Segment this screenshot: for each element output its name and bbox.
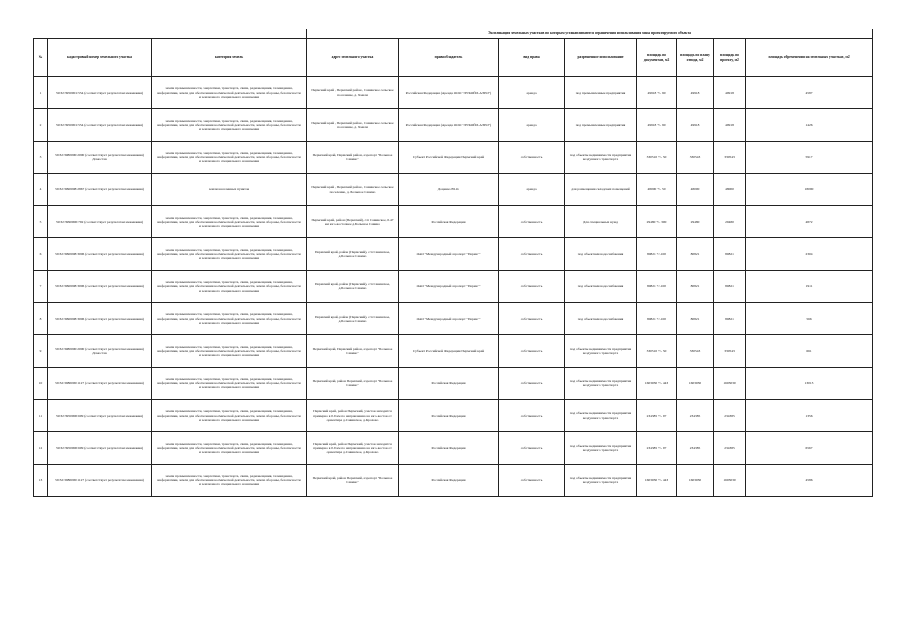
cell-area-encumbrance: 6567 bbox=[746, 432, 873, 464]
cell-permitted-use: под объекты недвижимости предприятия воздушного транспорта bbox=[565, 432, 637, 464]
cell-area-encumbrance: 1911 bbox=[746, 270, 873, 302]
table-row bbox=[34, 270, 873, 302]
cell-right-type: собственность bbox=[499, 141, 565, 173]
cell-land-category: земли промышленности, энергетики, транспорта, связи, радиовещания, телевидения, информатики, земли для обеспечения космической деятельности, земли обороны, безопасности и земли иного специального назначения bbox=[152, 399, 307, 431]
table-row bbox=[34, 173, 873, 205]
cell-area-encumbrance: 566 bbox=[746, 303, 873, 335]
cell-area-plan: 1603030 bbox=[677, 367, 714, 399]
cell-area-project: 29480 bbox=[714, 206, 746, 238]
cell-area-plan: 80821 bbox=[677, 238, 714, 270]
cell-permitted-use: под объекты недвижимости предприятия воздушного транспорта bbox=[565, 141, 637, 173]
cell-address: Пермский край , Пермский район , Савинское сельское поселение, д. Хмели bbox=[307, 109, 399, 141]
cell-address: Пермский край, Пермский район, аэропорт "Большое Савино" bbox=[307, 335, 399, 367]
cell-area-project: 80821 bbox=[714, 303, 746, 335]
cell-address: Пермский край , Пермский район , Савинское сельское поселение, д. Большое Савино bbox=[307, 173, 399, 205]
cell-address: Пермский край, район (Пермский), с/п Савинское, 0.47 км юго-восточнее д.Большое Савино bbox=[307, 206, 399, 238]
cell-area-encumbrance: 4586 bbox=[746, 464, 873, 496]
cell-number: 13 bbox=[34, 464, 48, 496]
cell-owner: Российская Федерация bbox=[399, 367, 499, 399]
cell-owner: Субъект Российской Федерации Пермский край bbox=[399, 335, 499, 367]
cell-right-type: собственность bbox=[499, 399, 565, 431]
cell-owner: Российская Федерация (Аренда ООО "ЛУКОЙЛ-АЭРО") bbox=[399, 77, 499, 109]
cell-area-encumbrance: 1426 bbox=[746, 109, 873, 141]
cell-area-doc: 80821 +/-100 bbox=[637, 238, 677, 270]
cell-cadastral: 59:32:3950000:609 (соответствует результатам межевания) bbox=[48, 432, 152, 464]
cell-right-type: собственность bbox=[499, 206, 565, 238]
cell-cadastral: 59:32:3950000:609 (соответствует результатам межевания) bbox=[48, 399, 152, 431]
col-header-land-category: категория земель bbox=[152, 39, 307, 77]
cell-cadastral: 59:32:3990008:3006 (соответствует результатам межевания) bbox=[48, 303, 152, 335]
cell-owner: Субъект Российской Федерации Пермский край bbox=[399, 141, 499, 173]
cell-area-project: 49918 bbox=[714, 109, 746, 141]
col-header-number: № bbox=[34, 39, 48, 77]
cell-right-type: собственность bbox=[499, 335, 565, 367]
cell-area-doc: 1603030 +/- 443 bbox=[637, 367, 677, 399]
cell-area-encumbrance: 4587 bbox=[746, 77, 873, 109]
cell-area-plan: 48000 bbox=[677, 173, 714, 205]
cell-permitted-use: для размещения складских помещений bbox=[565, 173, 637, 205]
cell-permitted-use: под объекты недвижимости предприятия воздушного транспорта bbox=[565, 464, 637, 496]
cell-area-plan: 80821 bbox=[677, 303, 714, 335]
cell-number: 6 bbox=[34, 238, 48, 270]
cell-area-encumbrance: 2304 bbox=[746, 238, 873, 270]
table-row bbox=[34, 432, 873, 464]
cell-address: Пермский край, Пермский район, аэропорт "Большое Савино" bbox=[307, 141, 399, 173]
col-header-area-encumbrance: площадь обременения на земельных участках, м2 bbox=[746, 39, 873, 77]
cell-permitted-use: под объекты недвижимости предприятия воздушного транспорта bbox=[565, 367, 637, 399]
cell-right-type: аренда bbox=[499, 109, 565, 141]
cell-area-project: 1603030 bbox=[714, 367, 746, 399]
cell-land-category: земли промышленности, энергетики, транспорта, связи, радиовещания, телевидения, информатики, земли для обеспечения космической деятельности, земли обороны, безопасности и земли иного специального назначения bbox=[152, 464, 307, 496]
column-header-row bbox=[34, 39, 873, 77]
table-body bbox=[34, 77, 873, 497]
cell-area-doc: 234385 +/- 97 bbox=[637, 432, 677, 464]
table-row bbox=[34, 206, 873, 238]
cell-area-project: 234385 bbox=[714, 399, 746, 431]
cell-cadastral: 59:32:3990008:3006 (соответствует результатам межевания) bbox=[48, 270, 152, 302]
cell-permitted-use: под объектами водоснабжения bbox=[565, 270, 637, 302]
cell-area-doc: 1603030 +/- 443 bbox=[637, 464, 677, 496]
cell-area-project: 330543 bbox=[714, 141, 746, 173]
cell-cadastral: 59:32:3950001:554 (соответствует результатам межевания) bbox=[48, 77, 152, 109]
cell-land-category: земли промышленности, энергетики, транспорта, связи, радиовещания, телевидения, информатики, земли для обеспечения космической деятельности, земли обороны, безопасности и земли иного специального назначения bbox=[152, 109, 307, 141]
cell-area-doc: 29480 +/- 300 bbox=[637, 206, 677, 238]
cell-right-type: собственность bbox=[499, 432, 565, 464]
cell-area-plan: 234385 bbox=[677, 399, 714, 431]
table-row bbox=[34, 109, 873, 141]
col-header-right-type: вид права bbox=[499, 39, 565, 77]
cell-owner: Российская Федерация bbox=[399, 399, 499, 431]
cell-area-plan: 1603030 bbox=[677, 464, 714, 496]
cell-address: Пермский край, район (Пермский), с/п Савинское, д.Большое Савино bbox=[307, 238, 399, 270]
cell-cadastral: 59:32:3990008:2867 (соответствует результатам межевания) bbox=[48, 173, 152, 205]
col-header-cadastral: кадастровый номер земельного участка bbox=[48, 39, 152, 77]
cell-address: Пермский край, район Пермский, участок находится примерно в 0.9 км по направлению на юго-восток от ориентира д.Савинское, д.Крохово bbox=[307, 432, 399, 464]
cell-permitted-use: под объектами водоснабжения bbox=[565, 303, 637, 335]
cell-owner: Доценко Ю.О. bbox=[399, 173, 499, 205]
table-row bbox=[34, 303, 873, 335]
cell-area-encumbrance: 661 bbox=[746, 335, 873, 367]
cell-address: Пермский край, район Пермский, участок находится примерно в 0.9 км по направлению на юго-восток от ориентира д.Савинское, д.Крохово bbox=[307, 399, 399, 431]
cell-cadastral: 59:32:3990008:3006 (соответствует результатам межевания) bbox=[48, 238, 152, 270]
col-header-area-project: площадь по проекту, м2 bbox=[714, 39, 746, 77]
cell-area-doc: 49918 +/- 90 bbox=[637, 77, 677, 109]
cell-area-plan: 29480 bbox=[677, 206, 714, 238]
cell-cadastral: 59:32:3980000:1127 (соответствует результатам межевания) bbox=[48, 464, 152, 496]
cell-permitted-use: Для специальных нужд bbox=[565, 206, 637, 238]
cell-number: 7 bbox=[34, 270, 48, 302]
cell-area-plan: 234385 bbox=[677, 432, 714, 464]
cell-permitted-use: под промышленные предприятия bbox=[565, 109, 637, 141]
cell-area-project: 80821 bbox=[714, 238, 746, 270]
cell-land-category: земли промышленности, энергетики, транспорта, связи, радиовещания, телевидения, информатики, земли для обеспечения космической деятельности, земли обороны, безопасности и земли иного специального назначения bbox=[152, 303, 307, 335]
col-header-area-plan: площадь по плану отвода, м2 bbox=[677, 39, 714, 77]
cell-area-plan: 80821 bbox=[677, 270, 714, 302]
cell-permitted-use: под объекты недвижимости предприятия воздушного транспорта bbox=[565, 399, 637, 431]
cell-number: 2 bbox=[34, 109, 48, 141]
col-header-owner: правообладатель bbox=[399, 39, 499, 77]
cell-right-type: собственность bbox=[499, 367, 565, 399]
cell-number: 12 bbox=[34, 432, 48, 464]
cell-land-category: земли населенных пунктов bbox=[152, 173, 307, 205]
cell-area-encumbrance: 13013 bbox=[746, 367, 873, 399]
cell-area-encumbrance: 18090 bbox=[746, 173, 873, 205]
cell-area-encumbrance: 5917 bbox=[746, 141, 873, 173]
cell-area-project: 330543 bbox=[714, 335, 746, 367]
cell-owner: ОАО "Международный аэропорт "Пермь"" bbox=[399, 303, 499, 335]
cell-cadastral: 59:32:3980000:2000 (соответствует результатам межевания) Домостав bbox=[48, 141, 152, 173]
explication-sheet bbox=[33, 29, 872, 497]
cell-right-type: собственность bbox=[499, 270, 565, 302]
cell-number: 11 bbox=[34, 399, 48, 431]
cell-area-project: 49918 bbox=[714, 77, 746, 109]
cell-area-plan: 330543 bbox=[677, 141, 714, 173]
cell-land-category: земли промышленности, энергетики, транспорта, связи, радиовещания, телевидения, информатики, земли для обеспечения космической деятельности, земли обороны, безопасности и земли иного специального назначения bbox=[152, 77, 307, 109]
cell-area-project: 234385 bbox=[714, 432, 746, 464]
cell-area-project: 1603030 bbox=[714, 464, 746, 496]
cell-land-category: земли промышленности, энергетики, транспорта, связи, радиовещания, телевидения, информатики, земли для обеспечения космической деятельности, земли обороны, безопасности и земли иного специального назначения bbox=[152, 141, 307, 173]
cell-right-type: собственность bbox=[499, 238, 565, 270]
cell-cadastral: 59:32:3980000:1127 (соответствует результатам межевания) bbox=[48, 367, 152, 399]
cell-right-type: аренда bbox=[499, 173, 565, 205]
cell-area-plan: 49918 bbox=[677, 77, 714, 109]
cell-land-category: земли промышленности, энергетики, транспорта, связи, радиовещания, телевидения, информатики, земли для обеспечения космической деятельности, земли обороны, безопасности и земли иного специального назначения bbox=[152, 238, 307, 270]
cell-address: Пермский край, район (Пермский), с/п Савинское, д.Большое Савино bbox=[307, 270, 399, 302]
cell-address: Пермский край, район Пермский, аэропорт "Большое Савино" bbox=[307, 367, 399, 399]
cell-address: Пермский край , Пермский район , Савинское сельское поселение, д. Хмели bbox=[307, 77, 399, 109]
cell-area-encumbrance: 4872 bbox=[746, 206, 873, 238]
cell-permitted-use: под объекты недвижимости предприятия воздушного транспорта bbox=[565, 335, 637, 367]
col-header-permitted-use: разрешенное использование bbox=[565, 39, 637, 77]
cell-cadastral: 59:32:3980000:2000 (соответствует результатам межевания) Домостав bbox=[48, 335, 152, 367]
cell-right-type: собственность bbox=[499, 303, 565, 335]
table-row bbox=[34, 399, 873, 431]
cell-land-category: земли промышленности, энергетики, транспорта, связи, радиовещания, телевидения, информатики, земли для обеспечения космической деятельности, земли обороны, безопасности и земли иного специального назначения bbox=[152, 432, 307, 464]
cell-area-doc: 330510 +/- 50 bbox=[637, 335, 677, 367]
cell-permitted-use: под объектами водоснабжения bbox=[565, 238, 637, 270]
cell-number: 3 bbox=[34, 141, 48, 173]
cell-area-plan: 49918 bbox=[677, 109, 714, 141]
cell-number: 1 bbox=[34, 77, 48, 109]
table-row bbox=[34, 141, 873, 173]
cell-area-project: 80821 bbox=[714, 270, 746, 302]
col-header-area-doc: площадь по документам, м2 bbox=[637, 39, 677, 77]
cell-area-doc: 48000 +/- 50 bbox=[637, 173, 677, 205]
cell-land-category: земли промышленности, энергетики, транспорта, связи, радиовещания, телевидения, информатики, земли для обеспечения космической деятельности, земли обороны, безопасности и земли иного специального назначения bbox=[152, 206, 307, 238]
cell-address: Пермский край, район Пермский, аэропорт "Большое Савино" bbox=[307, 464, 399, 496]
cell-address: Пермский край, район (Пермский), с/п Савинское, д.Большое Савино bbox=[307, 303, 399, 335]
cell-owner: Российская Федерация bbox=[399, 206, 499, 238]
cell-owner: Российская Федерация (Аренда ООО "ЛУКОЙЛ-АЭРО") bbox=[399, 109, 499, 141]
cell-area-project: 48000 bbox=[714, 173, 746, 205]
cell-number: 8 bbox=[34, 303, 48, 335]
cell-owner: ОАО "Международный аэропорт "Пермь"" bbox=[399, 270, 499, 302]
cell-cadastral: 59:32:3950001:554 (соответствует результатам межевания) bbox=[48, 109, 152, 141]
table-title: Экспликация земельных участков по которым устанавливаются ограничения использования зоны проектируемого объекта bbox=[307, 29, 873, 39]
cell-owner: Российская Федерация bbox=[399, 432, 499, 464]
cell-permitted-use: под промышленные предприятия bbox=[565, 77, 637, 109]
cell-right-type: аренда bbox=[499, 77, 565, 109]
cell-land-category: земли промышленности, энергетики, транспорта, связи, радиовещания, телевидения, информатики, земли для обеспечения космической деятельности, земли обороны, безопасности и земли иного специального назначения bbox=[152, 335, 307, 367]
cell-area-doc: 80821 +/-100 bbox=[637, 270, 677, 302]
cell-area-doc: 234385 +/- 97 bbox=[637, 399, 677, 431]
cell-land-category: земли промышленности, энергетики, транспорта, связи, радиовещания, телевидения, информатики, земли для обеспечения космической деятельности, земли обороны, безопасности и земли иного специального назначения bbox=[152, 270, 307, 302]
cell-number: 5 bbox=[34, 206, 48, 238]
cell-owner: ОАО "Международный аэропорт "Пермь"" bbox=[399, 238, 499, 270]
col-header-address: адрес земельного участка bbox=[307, 39, 399, 77]
cell-cadastral: 59:32:3990000:792 (соответствует результатам межевания) bbox=[48, 206, 152, 238]
cell-owner: Российская Федерация bbox=[399, 464, 499, 496]
cell-right-type: собственность bbox=[499, 464, 565, 496]
cell-area-encumbrance: 1356 bbox=[746, 399, 873, 431]
table-row bbox=[34, 464, 873, 496]
cell-number: 9 bbox=[34, 335, 48, 367]
table-row bbox=[34, 238, 873, 270]
explication-table bbox=[33, 29, 873, 497]
table-title-row bbox=[34, 29, 873, 39]
cell-number: 10 bbox=[34, 367, 48, 399]
table-row bbox=[34, 77, 873, 109]
cell-land-category: земли промышленности, энергетики, транспорта, связи, радиовещания, телевидения, информатики, земли для обеспечения космической деятельности, земли обороны, безопасности и земли иного специального назначения bbox=[152, 367, 307, 399]
table-row bbox=[34, 367, 873, 399]
cell-area-plan: 330543 bbox=[677, 335, 714, 367]
cell-area-doc: 330510 +/- 50 bbox=[637, 141, 677, 173]
cell-area-doc: 49918 +/- 90 bbox=[637, 109, 677, 141]
cell-number: 4 bbox=[34, 173, 48, 205]
table-row bbox=[34, 335, 873, 367]
cell-area-doc: 80821 +/-100 bbox=[637, 303, 677, 335]
